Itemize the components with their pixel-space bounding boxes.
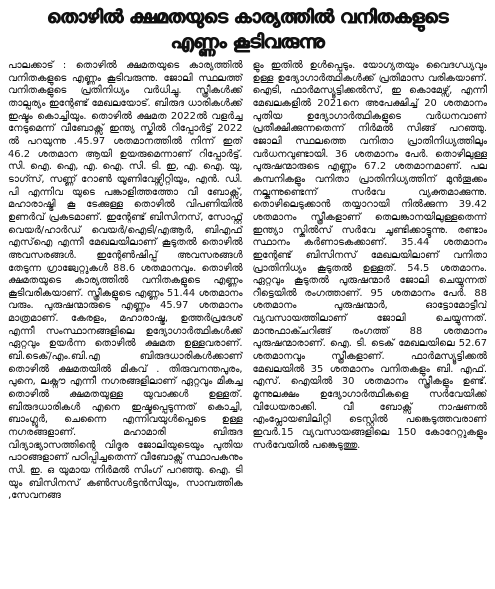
- column-left-text: പാലക്കാട് : തൊഴിൽ ക്ഷമതയുടെ കാര്യത്തിൽ വനിതകളുടെ എണ്ണം കൂടിവരുന്നു. ജോലി സ്ഥലത്ത് വനിതകളുടെ പ്രതിനിധ്യം വർധിച്ചു. സ്ത്രീകൾക്ക് താല്പര്യം ഇന്റേണ്ട് മേഖലയോട്. ബിരുദ ധാരികൾക്ക് ഇഷ്ടം കൊച്ചിയും. തൊഴിൽ ക്ഷമത 2022ൽ വളർച്ച നേടുമെന്ന് വീബോക്സ് ഇന്ത്യ സ്കിൽ റിപ്പോർട്ട് 2022 ൽ പറയുന്നു .45.97 ശതമാനത്തിൽ നിന്ന് ഇത് 46.2 ശതമാന ആയി ഉയരുമെന്നാണ് റിപ്പോർട്ട്. സി. ഐ. ഐ, എ. ഐ. സി. ടി. ഇ, എ. ഐ. യു, ടാഗ്സ്, സണ്ണ് റോൺ യൂണിവേഴ്സിറ്റിയും, എൻ. ഡി. പി എന്നിവ യുടെ പങ്കാളിത്തത്തോ വി ബോക്സ്, മഹാരാഷ്ട്രി കൂ ടേക്കുള്ള തൊഴിൽ വിപണിയിൽ ഉണർവ് പ്രകടമാണ്. ഇന്റേണ്ട് ബിസിനസ്, സോഫ്റ്റ് വെയർ/ഹാർഡ് വെയർ/ഐടി/എആർ, ബിഎഫ് എസ്ഐ എന്നീ മേഖലയിലാണ് കൂടുതൽ തൊഴിൽ അവസരങ്ങൾ. ഇന്റേൺഷിപ്പ് അവസരങ്ങൾ തേടുന്ന ഗ്രാജ്വേറ്റുകൾ 88.6 ശതമാനവും. തൊഴിൽ ക്ഷമതയുടെ കാര്യത്തിൽ വനിതകളുടെ എണ്ണം കൂടിവരികയാണ്. സ്ത്രീകളുടെ എണ്ണം 51.44 ശതമാനം വരും. പുരുഷന്മാരുടെ എണ്ണം 45.97 ശതമാനം മാത്രമാണ്. കേരളം, മഹാരാഷ്ട്ര, ഉത്തർപ്രദേശ് എന്നീ സംസ്ഥാനങ്ങളിലെ ഉദ്യോഗാർത്ഥികൾക്ക് ഏറ്റവും ഉയർന്ന തൊഴിൽ ക്ഷമത ഉള്ളവരാണ്. ബി.ടെക്/എം.ബി.എ ബിരുദധാരികൾക്കാണ് തൊഴിൽ ക്ഷമതയിൽ മികവ് . തിരുവനന്തപുരം, പുനെ, ലക്നൗ എന്നീ നഗരങ്ങളിലാണ് ഏറ്റവും മികച്ച തൊഴിൽ ക്ഷമതയുള്ള യുവാക്കൾ ഉള്ളത്. ബിരുദധാരികൾ എനെ ഇഷ്ടപ്പെടുന്നത് കൊച്ചി, ബാംഗ്ലൂർ, ചെന്നൈ എന്നിവയുൾപ്പെടെ ഉള്ള നഗരങ്ങളാണ്. മഹാമാരി ബിരുദ വിദ്യാഭ്യാസത്തിന്റെ വിദൂര ജോലിയുടെയും പുതിയ പാഠങ്ങളാണ് പഠിപ്പിച്ചതെന്ന് വീബോക്സ് സ്ഥാപകനും സി. ഇ. ഒ യുമായ നിർമൽ സിംഗ് പറഞ്ഞു. ഐ. ടി യും ബിസിനസ് കൺസൾട്ടൻസിയും, സാമ്പത്തിക ,സേവനങ്ങ: [8, 60, 243, 502]
- article-column-left: [8, 60, 243, 589]
- headline-line-2: എണ്ണം കൂടിവരുന്നു: [170, 31, 325, 53]
- article-body: [8, 60, 487, 589]
- column-right-text: ളും ഇതിൽ ഉൾപ്പെടും. യോഗ്യതയും വൈദഗ്ധ്യവും ഉള്ള ഉദ്യോഗാർത്ഥികൾക്ക് പ്രതിമാസ വരികയാണ്. ഐടി, ഫാർമസ്യൂട്ടിക്കൽസ്, ഇ കൊമേഴ്സ്, എന്നീ മേഖലകളിൽ 2021നെ അപേക്ഷിച്ച് 20 ശതമാനം പുതിയ ഉദ്യോഗാർത്ഥികളുടെ വർധനവാണ് പ്രതീക്ഷിക്കുന്നതെന്ന് നിർമൽ സിങ്ങ് പറഞ്ഞു. ജോലി സ്ഥലത്തെ വനിതാ പ്രാതിനിധ്യത്തിലും വർധനവുണ്ടായി. 36 ശതമാനം പേർ. തൊഴിലുള്ള പുരുഷന്മാരുടെ എണ്ണം 67.2 ശതമാനമാണ്. പല കമ്പനികളും വനിതാ പ്രാതിനിധ്യത്തിന് മുൻതൂക്കം നല്കുന്നുണ്ടെന്ന് സർവേ വ്യക്തമാക്കുന്നു. തൊഴിലെടുക്കാൻ തയ്യാറായി നിൽക്കുന്ന 39.42 ശതമാനം സ്ത്രീകളാണ് തെലങ്കാനയിലുള്ളതെന്ന് ഇന്ത്യാ സ്കിൽസ് സർവേ ചൂണ്ടിക്കാട്ടുന്നു. രണ്ടാം സ്ഥാനം കർണാടകക്കാണ്. 35.44 ശതമാനം ഇന്റേണ്ട് ബിസിനസ് മേഖലയിലാണ് വനിതാ പ്രാതിനിധ്യം കൂടുതൽ ഉള്ളത്. 54.5 ശതമാനം. ഏറ്റവും കൂടുതൽ പുരുഷന്മാർ ജോലി ചെയ്യുന്നത് റീട്ടെയിൽ രംഗത്താണ്. 95 ശതമാനം പേർ. 88 ശതമാനം പുരുഷന്മാർ, ഓട്ടോമോട്ടീവ് വ്യവസായത്തിലാണ് ജോലി ചെയ്യുന്നത്. മാനുഫാക്ചറിങ്ങ് രംഗത്ത് 88 ശതമാനം പുരുഷന്മാരാണ്. ഐ. ടി. ടെക് മേഖലയിലെ 52.67 ശതമാനവും സ്ത്രീകളാണ്. ഫാർമസ്യൂട്ടിക്കൽ മേഖലയിൽ 35 ശതമാനം വനിതകളും ബി. എഫ്. എസ്. ഐയിൽ 30 ശതമാനം സ്ത്രീകളും ഉണ്ട്. മൂന്നുലക്ഷം ഉദ്യോഗാർത്ഥികളെ സർവേയിക്ക് വിധേയരാക്കി. വീ ബോക്സ് നാഷണൽ എംപ്ലോയബിലിറ്റി ടെസ്റ്റിൽ പങ്കെടുത്തവരാണ് ഇവർ.15 വ്യവസായങ്ങളിലെ 150 കോറേറ്റുകളും സർവേയിൽ പങ്കെടുത്തു.: [252, 60, 487, 451]
- headline-line-1: തൊഴിൽ ക്ഷമതയുടെ കാര്യത്തിൽ വനിതകളുടെ: [46, 7, 449, 28]
- article-headline: [0, 0, 495, 56]
- article-column-right: [253, 60, 488, 589]
